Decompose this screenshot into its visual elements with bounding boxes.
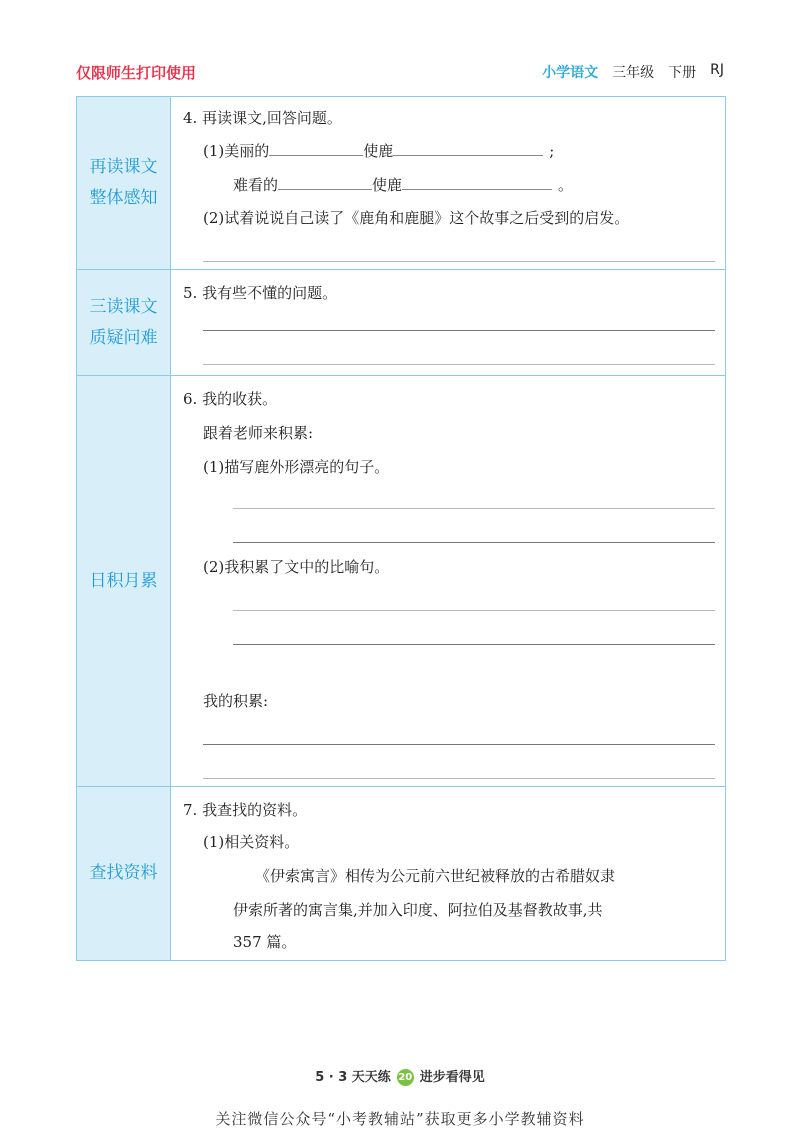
- answer-line[interactable]: [233, 644, 715, 645]
- question-6-part-1: (1)描写鹿外形漂亮的句子。: [203, 458, 390, 476]
- research-paragraph-line: 伊索所著的寓言集,并加入印度、阿拉伯及基督教故事,共: [233, 901, 603, 919]
- answer-line[interactable]: [233, 508, 715, 509]
- answer-line[interactable]: [203, 261, 715, 262]
- series-name: 5 · 3 天天练: [315, 1070, 391, 1085]
- section-content: [171, 270, 725, 375]
- punctuation: ;: [549, 142, 555, 160]
- section-label-line: 再读课文: [89, 157, 158, 177]
- section-reread-overview: [77, 97, 725, 269]
- prompt-text: (1)美丽的: [203, 142, 270, 160]
- question-7-part-1: (1)相关资料。: [203, 833, 300, 851]
- blank-line[interactable]: [402, 173, 552, 190]
- question-4-part-1-beautiful: [203, 139, 554, 161]
- my-accumulation-label: 我的积累:: [203, 692, 269, 710]
- blank-line[interactable]: [393, 139, 543, 156]
- page-number-badge: 20: [397, 1069, 414, 1086]
- grade-label: 三年级: [612, 65, 655, 81]
- section-label-line: 三读课文: [89, 296, 158, 317]
- question-7-title: 7. 我查找的资料。: [183, 801, 308, 819]
- prompt-text: 使鹿: [372, 176, 403, 194]
- question-4-title: 4. 再读课文,回答问题。: [183, 109, 342, 127]
- answer-line[interactable]: [203, 778, 715, 779]
- print-restriction-note: 仅限师生打印使用: [76, 64, 197, 82]
- section-question-doubts: [77, 269, 725, 375]
- footer-slogan: 进步看得见: [419, 1070, 485, 1085]
- answer-line[interactable]: [203, 744, 715, 745]
- answer-line[interactable]: [203, 364, 715, 365]
- section-label: [77, 376, 171, 786]
- section-label: [77, 97, 171, 269]
- question-6-title: 6. 我的收获。: [183, 390, 278, 408]
- section-content: [171, 97, 725, 269]
- worksheet-table: [76, 96, 726, 961]
- prompt-text: 难看的: [233, 176, 279, 194]
- term-label: 下册: [668, 65, 697, 81]
- answer-line[interactable]: [233, 542, 715, 543]
- section-content: [171, 787, 725, 960]
- question-6-intro: 跟着老师来积累:: [203, 424, 314, 442]
- edition-label: RJ: [710, 62, 724, 78]
- question-4-part-1-ugly: [233, 173, 573, 195]
- blank-line[interactable]: [278, 173, 372, 190]
- answer-line[interactable]: [233, 610, 715, 611]
- research-paragraph-line: 357 篇。: [233, 933, 297, 951]
- section-label: [77, 787, 171, 960]
- question-6-part-2: (2)我积累了文中的比喻句。: [203, 558, 390, 576]
- section-label: [77, 270, 171, 375]
- blank-line[interactable]: [269, 139, 363, 156]
- punctuation: 。: [558, 176, 574, 194]
- question-4-part-2: (2)试着说说自己读了《鹿角和鹿腿》这个故事之后受到的启发。: [203, 209, 630, 227]
- section-label-line: 查找资料: [89, 863, 158, 883]
- question-5-title: 5. 我有些不懂的问题。: [183, 284, 338, 302]
- research-paragraph-line: 《伊索寓言》相传为公元前六世纪被释放的古希腊奴隶: [255, 867, 616, 885]
- section-research: [77, 786, 725, 960]
- section-label-line: 整体感知: [89, 188, 158, 208]
- page-header: [76, 62, 724, 86]
- page-footer: [0, 1066, 800, 1086]
- book-info: [542, 62, 724, 82]
- wechat-promo-note: 关注微信公众号“小考教辅站”获取更多小学教辅资料: [215, 1110, 585, 1128]
- section-label-line: 质疑问难: [89, 327, 158, 348]
- subject-label: 小学语文: [542, 65, 599, 81]
- section-accumulation: [77, 375, 725, 786]
- section-content: [171, 376, 725, 786]
- answer-line[interactable]: [203, 330, 715, 331]
- prompt-text: 使鹿: [363, 142, 394, 160]
- section-label-line: 日积月累: [89, 570, 158, 591]
